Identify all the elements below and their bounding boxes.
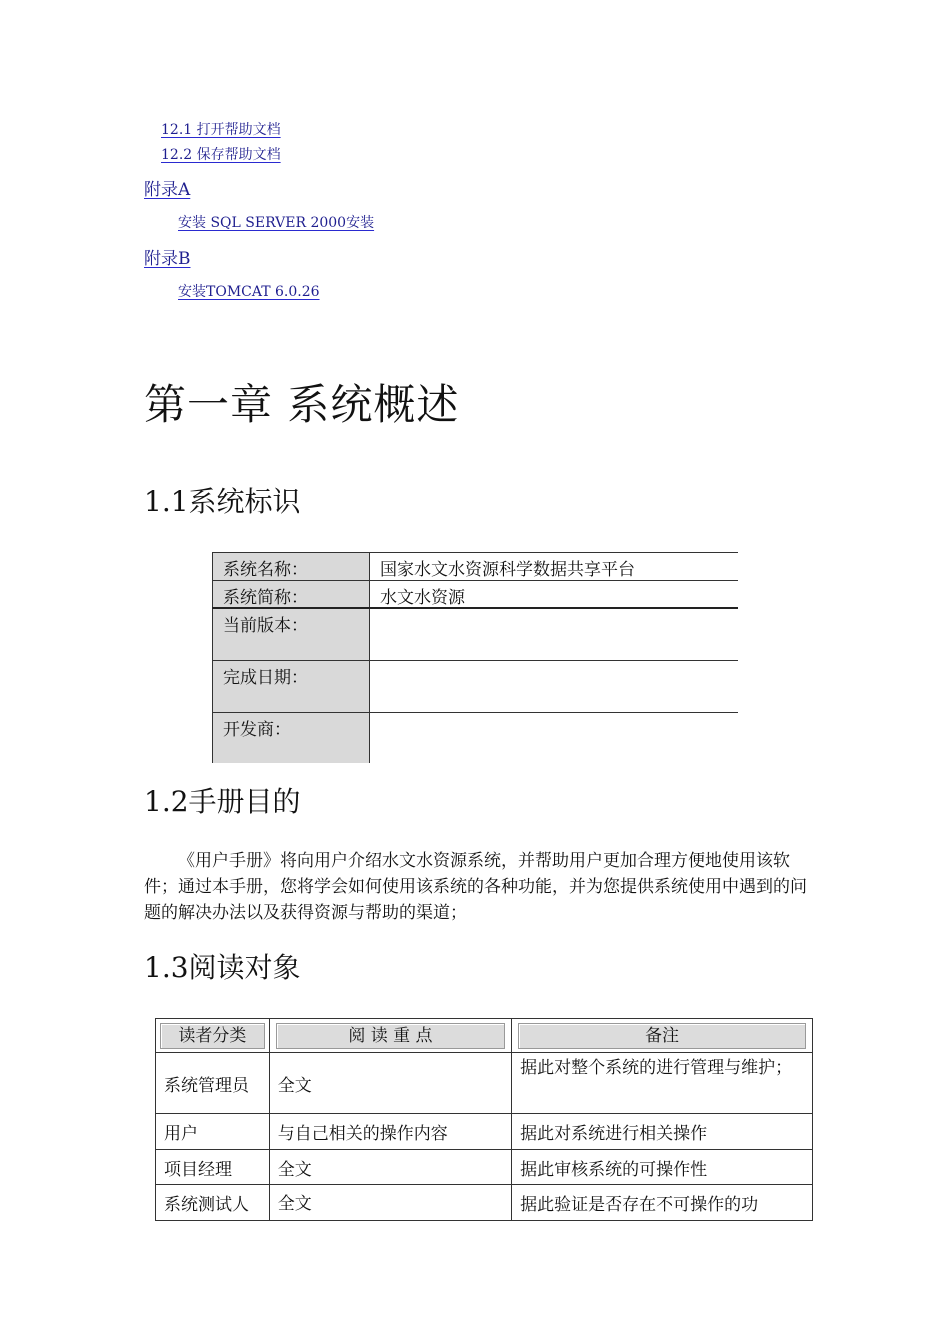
readers-table (155, 1018, 813, 1221)
focus-cell: 全文 (269, 1185, 511, 1221)
system-id-label: 当前版本： (212, 609, 370, 660)
focus-cell: 全文 (269, 1053, 511, 1114)
section-heading-readers: 1.3阅读对象 (144, 951, 301, 984)
system-id-value (370, 713, 738, 763)
table-row (156, 1185, 813, 1221)
system-id-value (370, 609, 738, 660)
table-row (156, 1150, 813, 1185)
header-cell (156, 1019, 270, 1053)
system-id-value (370, 661, 738, 712)
header-remarks: 备注 (518, 1023, 806, 1049)
system-id-label: 开发商： (212, 713, 370, 763)
toc-link-appendix-b[interactable]: 附录B (144, 249, 191, 269)
system-id-table (212, 552, 738, 763)
system-id-row (212, 552, 738, 581)
system-id-value: 国家水文水资源科学数据共享平台 (380, 560, 635, 580)
toc-link-12-2[interactable]: 12.2 保存帮助文档 (161, 147, 281, 163)
chapter-title: 第一章 系统概述 (144, 380, 460, 429)
section-heading-manual-purpose: 1.2手册目的 (144, 785, 301, 818)
note-cell: 据此验证是否存在不可操作的功 (512, 1185, 813, 1221)
header-reading-focus: 阅 读 重 点 (276, 1023, 505, 1049)
note-cell: 据此审核系统的可操作性 (512, 1150, 813, 1185)
system-id-label: 系统简称： (212, 581, 370, 607)
system-id-label: 系统名称： (212, 553, 370, 580)
system-id-row (212, 713, 738, 763)
system-id-row (212, 661, 738, 713)
manual-purpose-paragraph: 《用户手册》将向用户介绍水文水资源系统，并帮助用户更加合理方便地使用该软件；通过本手册，您将学会如何使用该系统的各种功能，并为您提供系统使用中遇到的问题的解决办法以及获得资源与帮助的渠道； (144, 851, 807, 923)
reader-cell: 项目经理 (156, 1150, 270, 1185)
system-id-label: 完成日期： (212, 661, 370, 712)
toc-link-install-sql-server[interactable]: 安装 SQL SERVER 2000安装 (178, 215, 375, 231)
toc-link-install-tomcat[interactable]: 安装TOMCAT 6.0.26 (178, 284, 320, 300)
header-reader-type: 读者分类 (160, 1023, 265, 1049)
note-cell: 据此对系统进行相关操作 (512, 1114, 813, 1150)
reader-cell: 系统测试人 (156, 1185, 270, 1221)
header-cell (269, 1019, 511, 1053)
header-cell (512, 1019, 813, 1053)
system-id-value: 水文水资源 (380, 588, 465, 608)
reader-cell: 系统管理员 (156, 1053, 270, 1114)
focus-cell: 全文 (269, 1150, 511, 1185)
toc-link-12-1[interactable]: 12.1 打开帮助文档 (161, 122, 281, 138)
system-id-row (212, 609, 738, 661)
focus-cell: 与自己相关的操作内容 (269, 1114, 511, 1150)
readers-table-header-row (156, 1019, 813, 1053)
note-cell: 据此对整个系统的进行管理与维护； (512, 1053, 813, 1114)
system-id-row (212, 581, 738, 609)
section-heading-system-id: 1.1系统标识 (144, 485, 301, 518)
table-row (156, 1114, 813, 1150)
toc-link-appendix-a[interactable]: 附录A (144, 180, 191, 200)
reader-cell: 用户 (156, 1114, 270, 1150)
table-row (156, 1053, 813, 1114)
